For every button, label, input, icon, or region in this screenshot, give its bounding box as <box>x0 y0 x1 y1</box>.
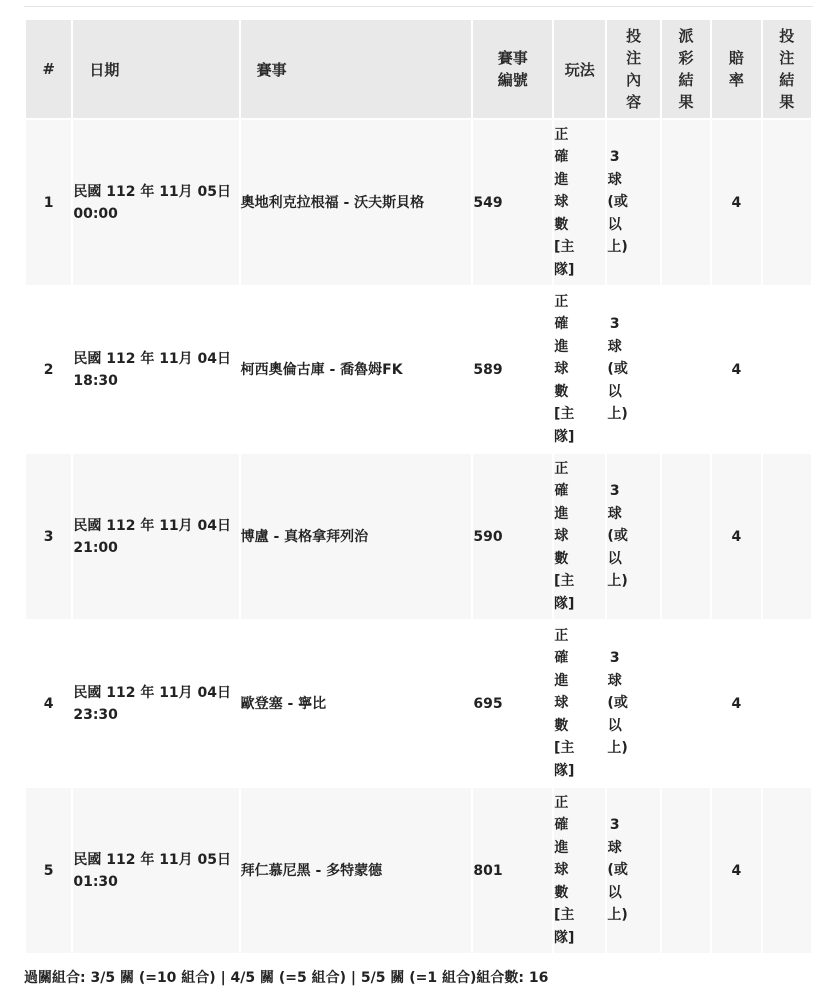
header-bet-content-label: 投注內容 <box>626 27 642 111</box>
row-index: 3 <box>26 454 71 619</box>
row-event-code: 695 <box>473 621 552 786</box>
header-payout-result <box>662 20 710 118</box>
row-event: 歐登塞 - 寧比 <box>241 621 472 786</box>
row-date: 民國 112 年 11月 04日 21:00 <box>73 454 238 619</box>
row-date: 民國 112 年 11月 05日 00:00 <box>73 120 238 285</box>
row-bet-content: 3球(或以上) <box>607 483 628 590</box>
row-bet-content-cell <box>607 788 659 953</box>
header-odds <box>712 20 760 118</box>
row-bet-result <box>763 120 811 285</box>
row-payout-result <box>662 454 710 619</box>
row-play-type: 正確進球數[主隊] <box>554 460 575 612</box>
row-bet-result <box>763 621 811 786</box>
row-bet-result <box>763 287 811 452</box>
header-payout-result-label: 派彩結果 <box>678 27 694 111</box>
row-bet-content-cell <box>607 621 659 786</box>
row-play-type: 正確進球數[主隊] <box>554 293 575 445</box>
row-payout-result <box>662 788 710 953</box>
bet-table <box>24 18 813 955</box>
row-bet-content: 3球(或以上) <box>607 817 628 924</box>
top-divider <box>24 6 813 7</box>
table-row <box>26 120 811 285</box>
table-row <box>26 454 811 619</box>
row-event-code: 589 <box>473 287 552 452</box>
row-odds: 4 <box>712 621 760 786</box>
row-play-type-cell <box>554 788 605 953</box>
header-odds-label: 賠率 <box>728 49 744 89</box>
header-play-type-label: 玩法 <box>564 60 595 79</box>
header-bet-result-label: 投注結果 <box>779 27 795 111</box>
row-play-type-cell <box>554 454 605 619</box>
table-row <box>26 621 811 786</box>
header-event: 賽事 <box>241 20 472 118</box>
row-event: 柯西奧倫古庫 - 喬魯姆FK <box>241 287 472 452</box>
row-odds: 4 <box>712 454 760 619</box>
row-index: 5 <box>26 788 71 953</box>
row-bet-content: 3球(或以上) <box>607 650 628 757</box>
header-bet-content <box>607 20 659 118</box>
row-event-code: 801 <box>473 788 552 953</box>
row-index: 4 <box>26 621 71 786</box>
row-play-type: 正確進球數[主隊] <box>554 627 575 779</box>
row-bet-content-cell <box>607 287 659 452</box>
row-event: 博盧 - 真格拿拜列治 <box>241 454 472 619</box>
row-play-type-cell <box>554 621 605 786</box>
row-bet-content-cell <box>607 454 659 619</box>
table-row <box>26 788 811 953</box>
row-event-code: 590 <box>473 454 552 619</box>
row-date: 民國 112 年 11月 04日 23:30 <box>73 621 238 786</box>
row-payout-result <box>662 621 710 786</box>
row-play-type: 正確進球數[主隊] <box>554 794 575 946</box>
row-odds: 4 <box>712 788 760 953</box>
table-row <box>26 287 811 452</box>
row-bet-content: 3球(或以上) <box>607 149 628 256</box>
row-play-type: 正確進球數[主隊] <box>554 126 575 278</box>
row-odds: 4 <box>712 120 760 285</box>
row-payout-result <box>662 287 710 452</box>
row-bet-content-cell <box>607 120 659 285</box>
parlay-summary: 過關組合: 3/5 關 (=10 組合) | 4/5 關 (=5 組合) | 5/5 關 (=1 組合)組合數: 16 <box>24 970 549 986</box>
row-date: 民國 112 年 11月 05日 01:30 <box>73 788 238 953</box>
row-index: 1 <box>26 120 71 285</box>
header-event-code-label: 賽事編號 <box>497 49 528 89</box>
row-play-type-cell <box>554 120 605 285</box>
row-date: 民國 112 年 11月 04日 18:30 <box>73 287 238 452</box>
row-index: 2 <box>26 287 71 452</box>
row-bet-result <box>763 788 811 953</box>
row-odds: 4 <box>712 287 760 452</box>
row-event: 奧地利克拉根福 - 沃夫斯貝格 <box>241 120 472 285</box>
header-index: # <box>26 20 71 118</box>
header-event-code <box>473 20 552 118</box>
row-event-code: 549 <box>473 120 552 285</box>
header-play-type <box>554 20 605 118</box>
row-play-type-cell <box>554 287 605 452</box>
header-date: 日期 <box>73 20 238 118</box>
row-bet-content: 3球(或以上) <box>607 316 628 423</box>
header-bet-result <box>763 20 811 118</box>
table-header-row <box>26 20 811 118</box>
row-bet-result <box>763 454 811 619</box>
row-event: 拜仁慕尼黑 - 多特蒙德 <box>241 788 472 953</box>
row-payout-result <box>662 120 710 285</box>
